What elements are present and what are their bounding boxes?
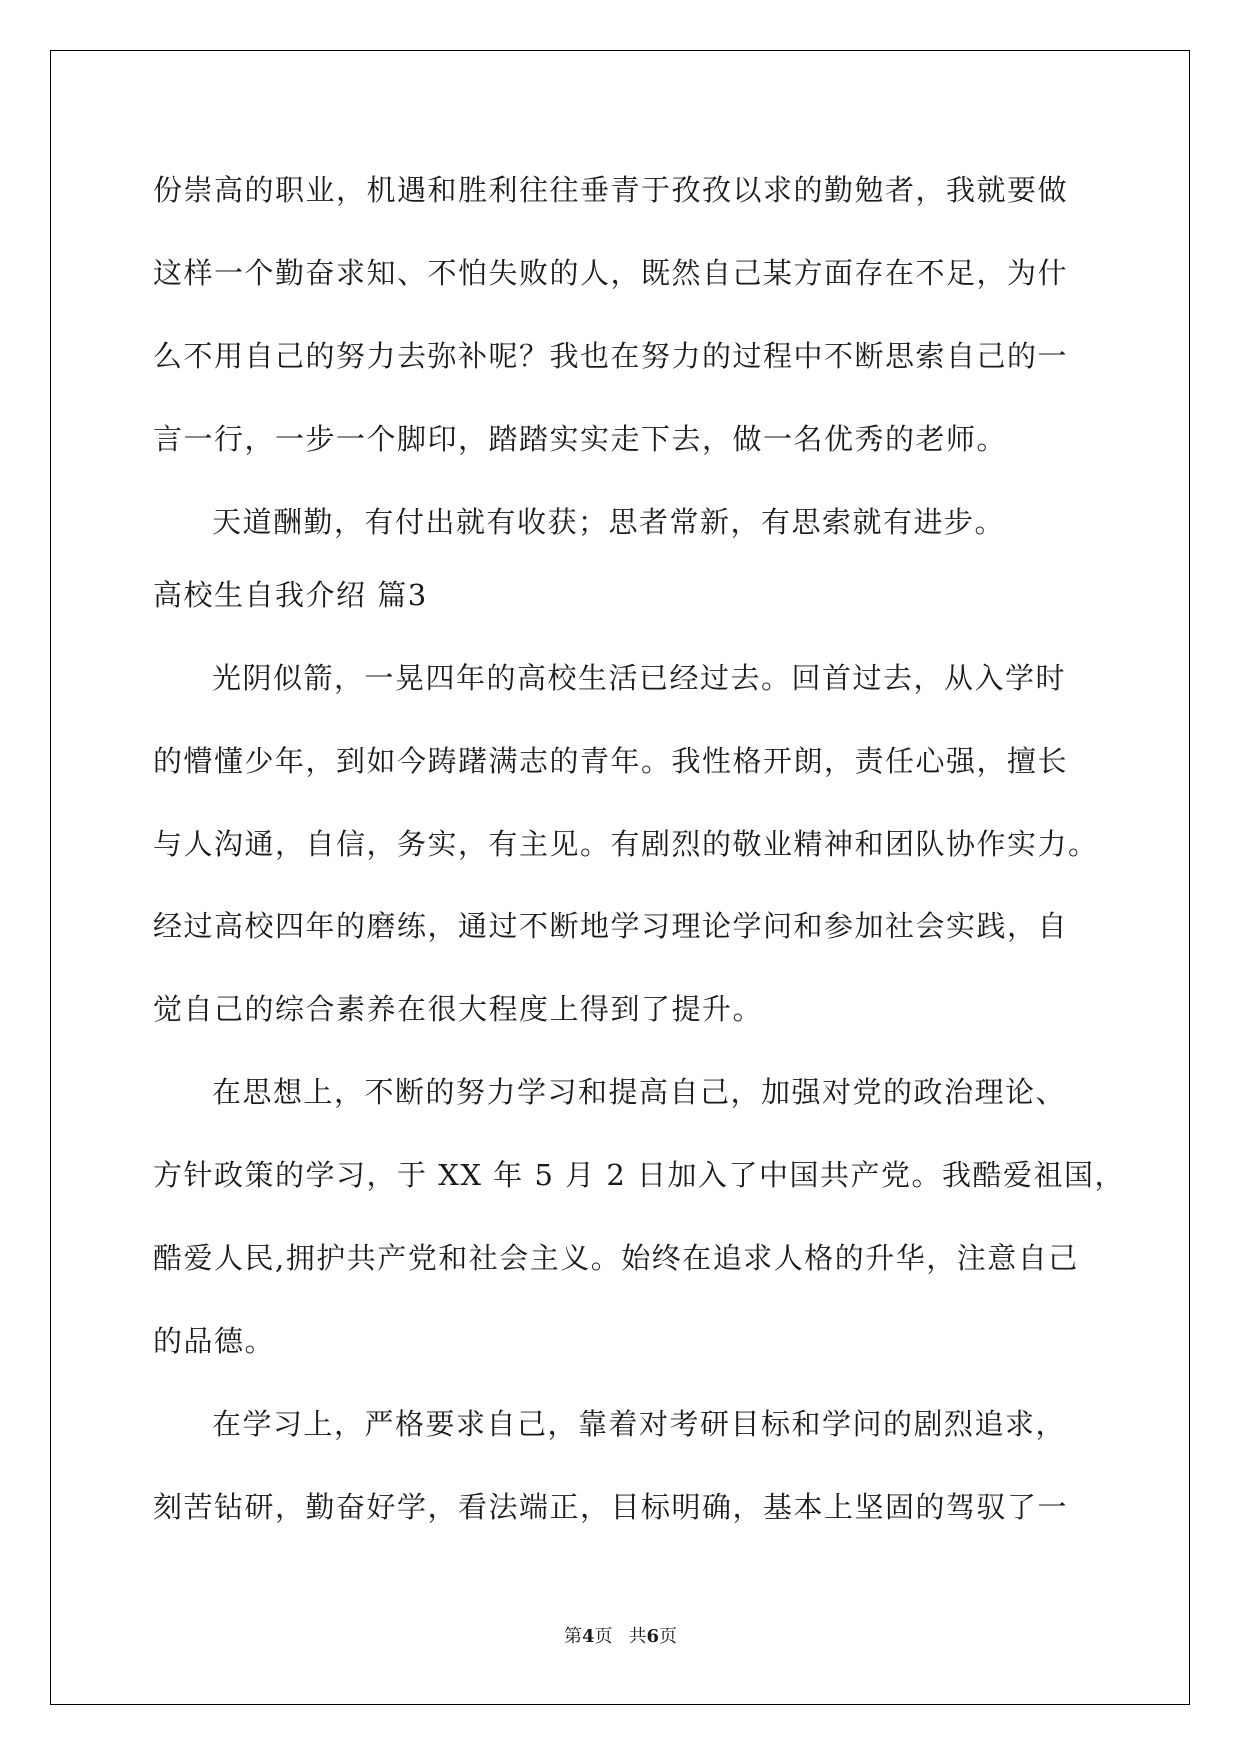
page-footer [0,1625,1241,1649]
text-line: 刻苦钻研，勤奋好学，看法端正，目标明确，基本上坚固的驾驭了一 [153,1490,1069,1524]
total-prefix: 共 [628,1626,647,1647]
text-line: 觉自己的综合素养在很大程度上得到了提升。 [153,992,764,1026]
text-line: 光阴似箭，一晃四年的高校生活已经过去。回首过去，从入学时 [212,661,1067,695]
section-heading: 高校生自我介绍 篇3 [153,578,428,612]
text-line: 这样一个勤奋求知、不怕失败的人，既然自己某方面存在不足，为什 [153,256,1069,290]
text-line: 份崇高的职业，机遇和胜利往往垂青于孜孜以求的勤勉者，我就要做 [153,173,1069,207]
total-suffix: 页 [659,1626,678,1647]
page-number: 4 [581,1626,595,1647]
text-line: 的懵懂少年，到如今踌躇满志的青年。我性格开朗，责任心强，擅长 [153,744,1069,778]
text-line: 么不用自己的努力去弥补呢？我也在努力的过程中不断思索自己的一 [153,339,1069,373]
page-suffix: 页 [594,1626,613,1647]
text-line: 天道酬勤，有付出就有收获；思者常新，有思索就有进步。 [212,505,1006,539]
page-border [50,50,1190,1705]
text-line: 酷爱人民,拥护共产党和社会主义。始终在追求人格的升华，注意自己 [153,1241,1079,1275]
text-line: 在学习上，严格要求自己，靠着对考研目标和学问的剧烈追求， [212,1407,1067,1441]
text-line: 的品德。 [153,1324,276,1358]
text-line: 经过高校四年的磨练，通过不断地学习理论学问和参加社会实践，自 [153,909,1069,943]
total-pages: 6 [646,1626,660,1647]
text-line: 言一行，一步一个脚印，踏踏实实走下去，做一名优秀的老师。 [153,422,1008,456]
text-line: 与人沟通，自信，务实，有主见。有剧烈的敬业精神和团队协作实力。 [153,827,1099,861]
text-line: 方针政策的学习，于 XX 年 5 月 2 日加入了中国共产党。我酷爱祖国， [153,1158,1126,1192]
page-prefix: 第 [563,1626,582,1647]
text-line: 在思想上，不断的努力学习和提高自己，加强对党的政治理论、 [212,1075,1067,1109]
